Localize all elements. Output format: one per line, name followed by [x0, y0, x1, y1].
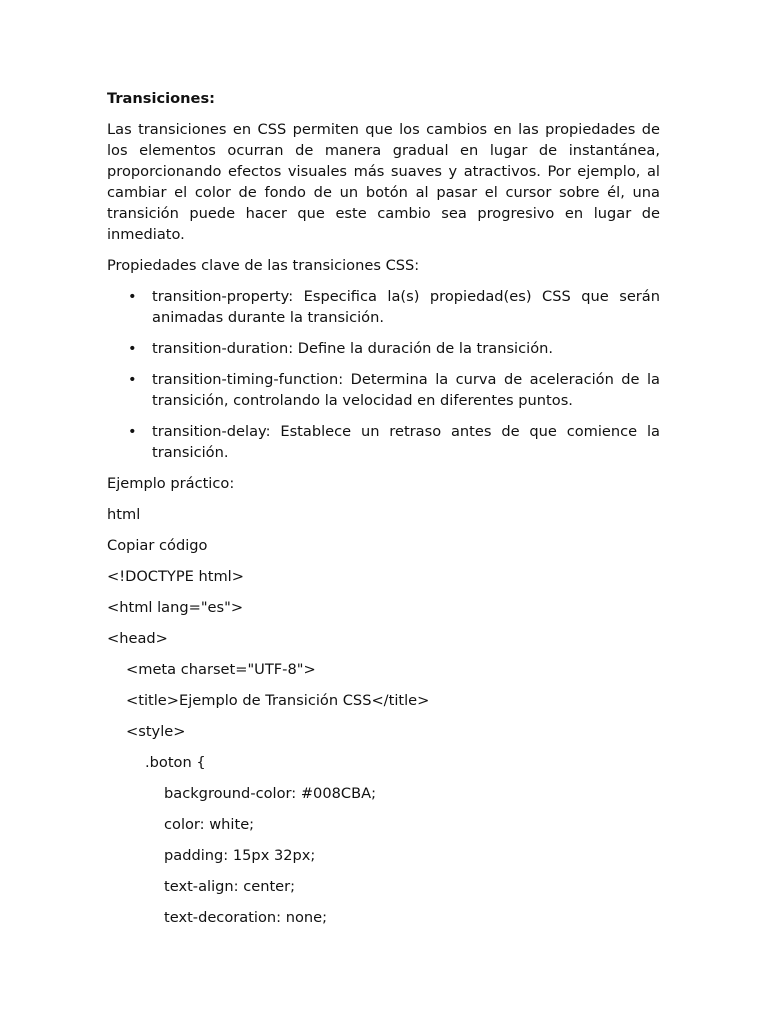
list-item-text: transition-property: Especifica la(s) propiedad(es) CSS que serán animadas durante la transición. — [152, 288, 660, 326]
code-line: <title>Ejemplo de Transición CSS</title> — [126, 692, 430, 709]
list-item-text: transition-duration: Define la duración de la transición. — [152, 340, 554, 357]
bullet-icon: • — [128, 340, 137, 357]
list-item — [107, 421, 660, 463]
properties-list — [107, 286, 660, 463]
code-line: .boton { — [145, 754, 206, 771]
properties-heading: Propiedades clave de las transiciones CSS: — [107, 257, 420, 274]
code-line: padding: 15px 32px; — [164, 847, 316, 864]
section-heading: Transiciones: — [107, 90, 215, 107]
code-line: <style> — [126, 723, 186, 740]
code-line: text-decoration: none; — [164, 909, 328, 926]
bullet-icon: • — [128, 423, 137, 440]
list-item-text: transition-timing-function: Determina la curva de aceleración de la transición, controlando la velocidad en diferentes puntos. — [152, 371, 660, 409]
example-heading: Ejemplo práctico: — [107, 475, 235, 492]
document-page — [107, 88, 660, 938]
list-item — [107, 338, 660, 359]
code-line: <meta charset="UTF-8"> — [126, 661, 316, 678]
code-line: <html lang="es"> — [107, 599, 244, 616]
bullet-icon: • — [128, 288, 137, 305]
code-line: <!DOCTYPE html> — [107, 568, 244, 585]
list-item — [107, 369, 660, 411]
code-line: background-color: #008CBA; — [164, 785, 377, 802]
code-block — [107, 566, 660, 928]
code-line: <head> — [107, 630, 168, 647]
code-line: color: white; — [164, 816, 255, 833]
code-language-label: html — [107, 506, 141, 523]
code-line: text-align: center; — [164, 878, 296, 895]
intro-paragraph: Las transiciones en CSS permiten que los cambios en las propiedades de los elementos ocurran de manera gradual en lugar de instantánea, proporcionando efectos visuales más suaves y atractivos. Por ejemplo, al cambiar el color de fondo de un botón al pasar el cursor sobre él, una transición puede hacer que este cambio sea progresivo en lugar de inmediato. — [107, 121, 660, 243]
bullet-icon: • — [128, 371, 137, 388]
list-item — [107, 286, 660, 328]
list-item-text: transition-delay: Establece un retraso antes de que comience la transición. — [152, 423, 660, 461]
copy-code-button[interactable]: Copiar código — [107, 537, 208, 554]
